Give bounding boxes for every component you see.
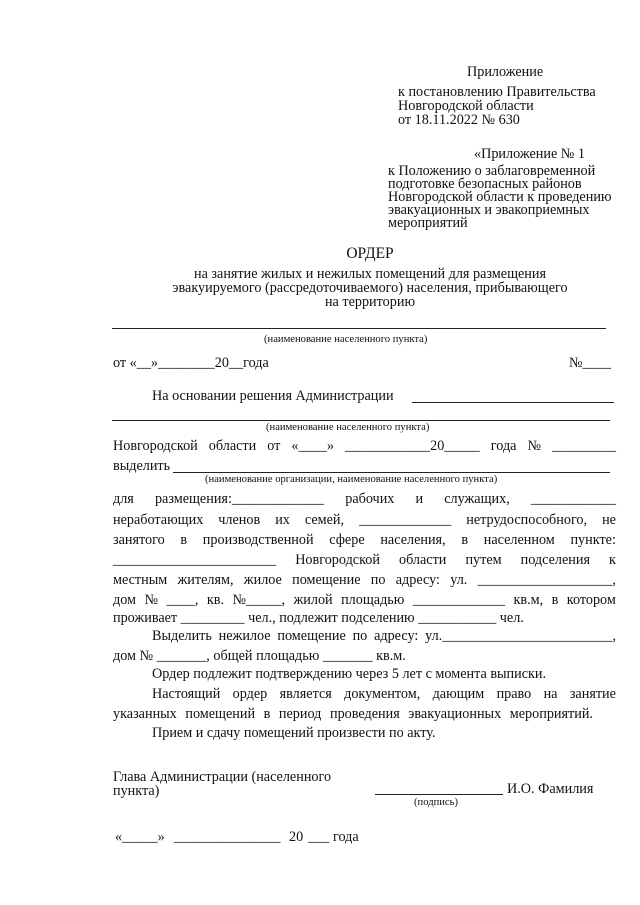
footer-date-blank2: ___ [308,829,330,845]
word: нежилое [218,628,271,644]
word: неработающих [113,512,204,528]
word: занятого [113,532,165,548]
body-line [113,572,616,588]
word: жилой [293,592,333,608]
word: является [279,686,332,702]
word: помещение [292,572,361,588]
word: подселения [520,552,590,568]
word: кв.м, [513,592,544,608]
word: занятие [569,686,616,702]
footer-date-year: 20 [289,829,304,845]
word: _____________ [412,592,506,608]
body-line [113,592,616,608]
signer-title: Глава Администрации (населенного [113,769,332,785]
word: размещения:_____________ [154,491,325,507]
word: не [602,512,616,528]
appendix-line: эвакуационных и эвакоприемных [388,202,590,218]
allocate-label: выделить [113,458,171,474]
word: Выделить [152,628,212,644]
word: ____________ [530,491,616,507]
word: Настоящий [152,686,221,702]
word: _________ [552,438,616,454]
word: семей, [304,512,345,528]
word: служащих, [444,491,510,507]
body-line [152,628,616,644]
word: помещение [277,628,346,644]
word: членов [218,512,261,528]
document-subtitle: на занятие жилых и нежилых помещений для размещения [193,266,547,282]
word: населенном [483,532,555,548]
word: ____, [166,592,199,608]
decision-text: На основании решения Администрации [152,388,394,404]
appendix-line: мероприятий [388,215,468,231]
word: ул. [450,572,468,588]
word: ул.________________________, [425,628,616,644]
body-line: Прием и сдачу помещений произвести по акту. [152,725,436,741]
word: _______________________ [113,552,277,568]
word: проведения [329,706,400,722]
word: дом [113,592,137,608]
appendix-title: Приложение [467,64,544,80]
word: в [551,592,559,608]
word: пункте: [570,532,616,548]
word: года [490,438,517,454]
word: период [278,706,322,722]
word: по [352,628,368,644]
appendix-line: к постановлению Правительства [398,84,596,100]
word: эвакуационных [408,706,502,722]
word: и [415,491,424,507]
word: № [144,592,159,608]
word: их [275,512,290,528]
body-line: Ордер подлежит подтверждению через 5 лет с момента выписки. [152,666,547,682]
signature-blank [375,794,503,795]
word: области [208,438,257,454]
settlement-caption: (наименование населенного пункта) [266,422,430,433]
body-line: дом № _______, общей площадью _______ кв.м. [113,648,406,664]
word: производственной [202,532,314,548]
word: кв. [206,592,224,608]
footer-date-word: года [333,829,359,845]
settlement-caption: (наименование населенного пункта) [264,334,428,345]
word: адресу: [374,628,419,644]
organization-caption: (наименование организации, наименование населенного пункта) [205,474,498,485]
word: к [609,552,616,568]
signer-title: пункта) [113,783,160,799]
body-line [113,552,616,568]
word: в [180,532,188,548]
word: в [461,532,469,548]
word: путем [465,552,502,568]
word: помещений [185,706,256,722]
word: Новгородской [295,552,380,568]
footer-date-open: «_____» [115,829,165,845]
word: адресу: [395,572,440,588]
word: ордер [232,686,268,702]
body-line [113,491,616,507]
body-line [113,706,593,722]
word: по [370,572,386,588]
word: нетрудоспособного, [466,512,588,528]
appendix-line: Новгородской области к проведению [388,189,612,205]
document-title: ОРДЕР [346,245,394,262]
word: от [267,438,281,454]
word: право [496,686,532,702]
word: сфере [329,532,365,548]
word: в [263,706,271,722]
footer-date-blank: _______________ [174,829,281,845]
word: Новгородской [113,438,198,454]
word: дающим [432,686,485,702]
appendix-line: к Положению о заблаговременной [388,163,596,179]
region-line [113,438,616,454]
word: области [398,552,447,568]
word: для [113,491,134,507]
word: документом, [344,686,421,702]
word: жилое [243,572,282,588]
order-number: №____ [569,355,611,371]
body-line [152,686,616,702]
decision-blank [412,402,614,403]
word: № [527,438,542,454]
word: _____________ [359,512,452,528]
word: площадью [341,592,405,608]
word: рабочих [345,491,395,507]
word: ___________________, [477,572,616,588]
word: населения, [380,532,446,548]
word: «____» [291,438,334,454]
word: на [543,686,558,702]
appendix-line: от 18.11.2022 № 630 [398,112,520,128]
signature-caption: (подпись) [414,797,458,808]
order-date: от «__»________20__года [113,355,269,371]
word: мероприятий. [509,706,593,722]
document-subtitle: на территорию [324,294,416,310]
word: ____________20_____ [344,438,480,454]
body-line [113,532,616,548]
word: жителям, [177,572,234,588]
signer-name: И.О. Фамилия [507,781,594,797]
document-subtitle: эвакуируемого (рассредоточиваемого) населения, прибывающего [172,280,568,296]
allocate-blank [173,472,610,473]
body-line: проживает _________ чел., подлежит подселению ___________ чел. [113,610,524,626]
body-line [113,512,616,528]
word: местным [113,572,168,588]
settlement-blank [112,328,606,329]
appendix-title: «Приложение № 1 [474,146,585,162]
word: котором [566,592,616,608]
appendix-line: подготовке безопасных районов [388,176,582,192]
word: №_____, [232,592,286,608]
decision-blank-2 [112,420,610,421]
appendix-line: Новгородской области [398,98,534,114]
word: указанных [113,706,177,722]
